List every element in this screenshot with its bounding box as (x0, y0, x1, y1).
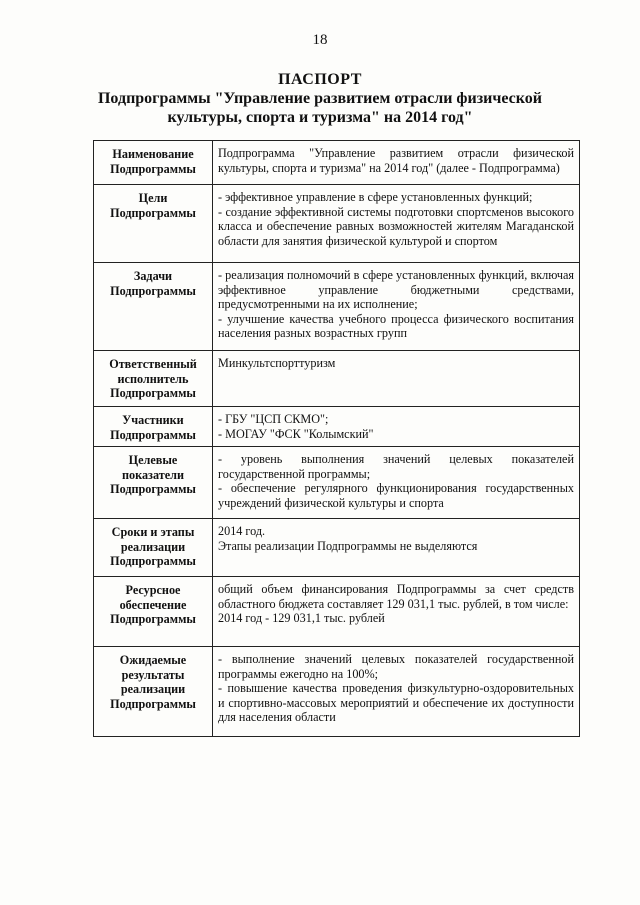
content-line: - эффективное управление в сфере установленных функций; (218, 190, 533, 204)
row-label: Ответственный исполнитель Подпрограммы (94, 351, 213, 407)
content-line: - обеспечение регулярного функционирования государственных учреждений физической культуры и спорта (218, 481, 574, 510)
row-content (213, 141, 580, 185)
content-line: Минкультспорттуризм (218, 356, 336, 370)
table-row (94, 647, 580, 737)
table-row (94, 577, 580, 647)
row-label: Участники Подпрограммы (94, 407, 213, 447)
content-line: - МОГАУ "ФСК "Колымский" (218, 426, 374, 441)
row-label: Задачи Подпрограммы (94, 263, 213, 351)
content-line: - уровень выполнения значений целевых показателей государственной программы; (218, 452, 574, 481)
content-line: - реализация полномочий в сфере установленных функций, включая эффективное управление бюджетными средствами, предусмотренными на их исполнение; (218, 268, 574, 311)
row-content (213, 263, 580, 351)
row-content (213, 519, 580, 577)
document-title (0, 70, 640, 127)
row-content (213, 351, 580, 407)
row-label: Ресурсное обеспечение Подпрограммы (94, 577, 213, 647)
row-label: Целевые показатели Подпрограммы (94, 447, 213, 519)
table-row (94, 407, 580, 447)
content-line: - улучшение качества учебного процесса физического воспитания населения разных возрастных групп (218, 311, 574, 340)
row-label: Цели Подпрограммы (94, 185, 213, 263)
passport-table (93, 140, 580, 737)
content-line: - ГБУ "ЦСП СКМО"; (218, 412, 329, 426)
table-row (94, 141, 580, 185)
table-row (94, 185, 580, 263)
content-line: общий объем финансирования Подпрограммы за счет средств областного бюджета составляет 129 031,1 тыс. рублей, в том числе: (218, 582, 574, 611)
table-row (94, 519, 580, 577)
table-row (94, 351, 580, 407)
row-content (213, 647, 580, 737)
content-line: - повышение качества проведения физкультурно-оздоровительных и спортивно-массовых мероприятий и обеспечение их доступности для населения области (218, 681, 574, 724)
page-number: 18 (312, 32, 328, 48)
row-label: Сроки и этапы реализации Подпрограммы (94, 519, 213, 577)
row-content (213, 185, 580, 263)
content-line: - выполнение значений целевых показателей государственной программы ежегодно на 100%; (218, 652, 574, 681)
table-row (94, 263, 580, 351)
title-line-1: ПАСПОРТ (278, 71, 362, 88)
row-label: Наименование Подпрограммы (94, 141, 213, 185)
row-content (213, 447, 580, 519)
table-row (94, 447, 580, 519)
row-content (213, 577, 580, 647)
content-line: 2014 год. (218, 524, 266, 538)
content-line: Подпрограмма "Управление развитием отрасли физической культуры, спорта и туризма" на 2014 год" (далее - Подпрограмма) (218, 146, 574, 175)
title-line-2: Подпрограммы "Управление развитием отрасли физической (97, 90, 542, 107)
row-content (213, 407, 580, 447)
content-line: 2014 год - 129 031,1 тыс. рублей (218, 611, 385, 625)
row-label: Ожидаемые результаты реализации Подпрограммы (94, 647, 213, 737)
content-line: Этапы реализации Подпрограммы не выделяются (218, 538, 478, 553)
title-line-3: культуры, спорта и туризма" на 2014 год" (167, 109, 473, 126)
content-line: - создание эффективной системы подготовки спортсменов высокого класса и обеспечение равных возможностей жителям Магаданской области для занятия физической культурой и спортом (218, 204, 574, 248)
